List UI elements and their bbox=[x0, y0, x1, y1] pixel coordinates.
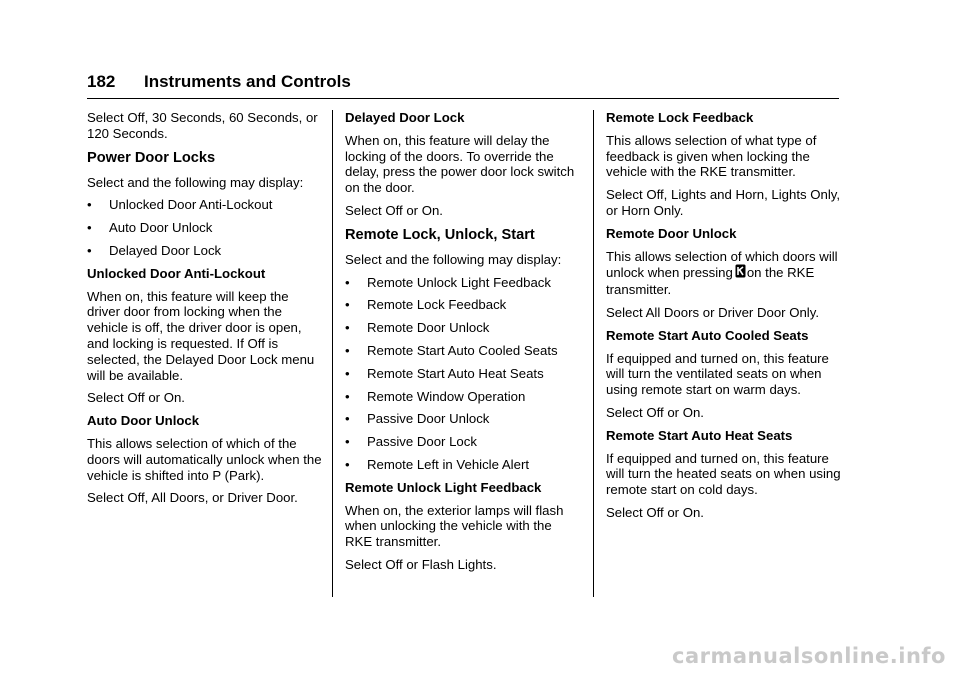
list-item: • Remote Window Operation bbox=[345, 388, 526, 404]
section-title: Instruments and Controls bbox=[144, 72, 351, 91]
remote-lock-list bbox=[345, 275, 581, 473]
auto-heat-seats-heading: Remote Start Auto Heat Seats bbox=[606, 427, 793, 443]
column-3 bbox=[606, 110, 844, 528]
bullet: • bbox=[345, 434, 350, 450]
remote-unlock-light-body: When on, the exterior lamps will flash when unlocking the vehicle with the RKE transmitter. bbox=[345, 502, 564, 550]
bullet: • bbox=[87, 220, 92, 236]
bullet: • bbox=[345, 342, 350, 358]
column-1 bbox=[87, 110, 323, 513]
page-header bbox=[87, 72, 839, 92]
list-item: • Remote Door Unlock bbox=[345, 320, 490, 336]
list-item: • Remote Unlock Light Feedback bbox=[345, 274, 551, 290]
list-item: • Remote Lock Feedback bbox=[345, 297, 507, 313]
header-rule bbox=[87, 98, 839, 99]
auto-door-unlock-body: This allows selection of which of the doors will automatically unlock when the vehicle is shifted into P (Park). bbox=[87, 435, 322, 483]
list-item: • Remote Start Auto Heat Seats bbox=[345, 365, 544, 381]
delayed-door-lock-select: Select Off or On. bbox=[345, 202, 443, 218]
auto-cooled-seats-body: If equipped and turned on, this feature will turn the ventilated seats on when using remote start on warm days. bbox=[606, 350, 829, 398]
delayed-door-lock-body: When on, this feature will delay the locking of the doors. To override the delay, press the power door lock switch on the door. bbox=[345, 132, 575, 196]
auto-heat-seats-select: Select Off or On. bbox=[606, 504, 704, 520]
remote-lock-feedback-heading: Remote Lock Feedback bbox=[606, 110, 754, 125]
auto-door-unlock-select: Select Off, All Doors, or Driver Door. bbox=[87, 490, 298, 506]
power-door-locks-list bbox=[87, 197, 323, 258]
remote-unlock-light-select: Select Off or Flash Lights. bbox=[345, 556, 497, 572]
remote-lock-feedback-select: Select Off, Lights and Horn, Lights Only, or Horn Only. bbox=[606, 187, 841, 218]
bullet: • bbox=[345, 456, 350, 472]
list-item: • Delayed Door Lock bbox=[87, 242, 222, 258]
auto-cooled-seats-heading: Remote Start Auto Cooled Seats bbox=[606, 327, 809, 343]
bullet: • bbox=[345, 365, 350, 381]
list-item: • Remote Start Auto Cooled Seats bbox=[345, 342, 558, 358]
remote-lock-heading: Remote Lock, Unlock, Start bbox=[345, 226, 535, 243]
unlock-key-icon bbox=[735, 264, 746, 282]
page-number: 182 bbox=[87, 72, 116, 91]
auto-door-unlock-heading: Auto Door Unlock bbox=[87, 413, 200, 429]
remote-unlock-light-heading: Remote Unlock Light Feedback bbox=[345, 479, 542, 495]
bullet: • bbox=[345, 411, 350, 427]
watermark: carmanualsonline.info bbox=[672, 644, 946, 668]
remote-door-unlock-select: Select All Doors or Driver Door Only. bbox=[606, 304, 820, 320]
list-item: • Auto Door Unlock bbox=[87, 220, 213, 236]
column-divider-2 bbox=[593, 110, 594, 597]
list-item: • Passive Door Unlock bbox=[345, 411, 490, 427]
column-divider-1 bbox=[332, 110, 333, 597]
list-item: • Passive Door Lock bbox=[345, 434, 477, 450]
list-item: • Remote Left in Vehicle Alert bbox=[345, 456, 530, 472]
anti-lockout-heading: Unlocked Door Anti-Lockout bbox=[87, 265, 266, 281]
list-item: • Unlocked Door Anti-Lockout bbox=[87, 197, 273, 213]
power-door-locks-intro: Select and the following may display: bbox=[87, 174, 304, 190]
remote-lock-feedback-body: This allows selection of what type of feedback is given when locking the vehicle with the RKE transmitter. bbox=[606, 132, 817, 180]
bullet: • bbox=[345, 297, 350, 313]
column-2 bbox=[345, 110, 581, 580]
remote-lock-intro: Select and the following may display: bbox=[345, 251, 562, 267]
remote-door-unlock-body: This allows selection of which doors will unlock when pressing on the RKE transmitter. bbox=[606, 248, 838, 298]
bullet: • bbox=[87, 197, 92, 213]
power-door-locks-heading: Power Door Locks bbox=[87, 149, 216, 166]
delayed-door-lock-heading: Delayed Door Lock bbox=[345, 110, 465, 125]
bullet: • bbox=[345, 320, 350, 336]
remote-door-unlock-heading: Remote Door Unlock bbox=[606, 225, 737, 241]
auto-heat-seats-body: If equipped and turned on, this feature will turn the heated seats on when using remote start on cold days. bbox=[606, 450, 841, 498]
bullet: • bbox=[345, 274, 350, 290]
timeout-select-text: Select Off, 30 Seconds, 60 Seconds, or 120 Seconds. bbox=[87, 110, 318, 141]
auto-cooled-seats-select: Select Off or On. bbox=[606, 404, 704, 420]
anti-lockout-select: Select Off or On. bbox=[87, 390, 185, 406]
bullet: • bbox=[87, 242, 92, 258]
bullet: • bbox=[345, 388, 350, 404]
anti-lockout-body: When on, this feature will keep the driver door from locking when the vehicle is off, the driver door is open, and locking is requested. If Off is selected, the Delayed Door Lock menu will be available. bbox=[87, 288, 315, 383]
